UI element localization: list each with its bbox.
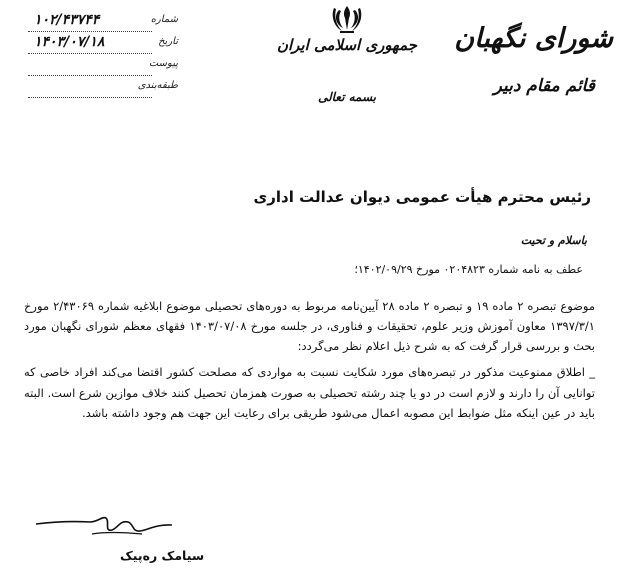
- iran-emblem-icon: [330, 4, 364, 34]
- signer-name: سیامک ره‌پیک: [120, 548, 205, 563]
- organization-name: شورای نگهبان: [454, 23, 613, 54]
- date-row: [28, 34, 178, 56]
- number-value: ۱۰۲/۴۳۷۴۴: [34, 12, 100, 28]
- classification-line: [28, 97, 152, 98]
- office-title: قائم مقام دبیر: [493, 76, 595, 96]
- number-row: [28, 12, 178, 34]
- letterhead-center: [272, 4, 422, 104]
- date-label: تاریخ: [158, 36, 178, 47]
- attachment-line: [28, 75, 152, 76]
- classification-row: [28, 78, 178, 100]
- paragraph-ruling: _ اطلاق ممنوعیت مذکور در تبصره‌های مورد شکایت نسبت به مواردی که مصلحت کشور اقتضا می‌کند افراد خاصی که توانایی آن را دارند و لازم است در دو یا چند رشته تحصیلی به صورت همزمان تحصیل کنند خلاف موازین شرع است. البته باید در عین اینکه مثل ضوابط این مصوبه اعمال می‌شود طریقی برای رعایت این جهت هم وجود داشته باشد.: [24, 365, 595, 420]
- addressee: رئیس محترم هیأت عمومی دیوان عدالت اداری: [253, 188, 591, 206]
- republic-title: جمهوری اسلامی ایران: [276, 36, 418, 54]
- basmala: بسمه تعالی: [317, 90, 377, 104]
- letter-metadata: [28, 12, 178, 100]
- date-line: [28, 53, 152, 54]
- number-label: شماره: [150, 14, 178, 25]
- date-value: ۱۴۰۳/۰۷/۱۸: [34, 34, 105, 50]
- classification-label: طبقه‌بندی: [137, 80, 178, 91]
- reference-line: عطف به نامه شماره ۰۲۰۴۸۲۳ مورخ ۱۴۰۲/۰۹/۲۹؛: [354, 263, 583, 276]
- number-line: [28, 31, 152, 32]
- greeting: باسلام و تحیت: [520, 234, 587, 247]
- attachment-label: پیوست: [148, 58, 178, 69]
- attachment-row: [28, 56, 178, 78]
- letterhead-brand: [454, 22, 613, 96]
- paragraph-subject: موضوع تبصره ۲ ماده ۱۹ و تبصره ۲ ماده ۲۸ آیین‌نامه مربوط به دوره‌های تحصیلی موضوع ابلاغیه شماره ۲/۴۳۰۶۹ مورخ ۱۳۹۷/۳/۱ معاون آموزش وزیر علوم، تحقیقات و فناوری، در جلسه مورخ ۱۴۰۳/۰۷/۰۸ فقهای معظم شورای نگهبان مورد بحث و بررسی قرار گرفت که به شرح ذیل اعلام نظر می‌گردد:: [24, 299, 595, 353]
- letter-content: [24, 188, 595, 424]
- handwritten-signature: [32, 512, 192, 542]
